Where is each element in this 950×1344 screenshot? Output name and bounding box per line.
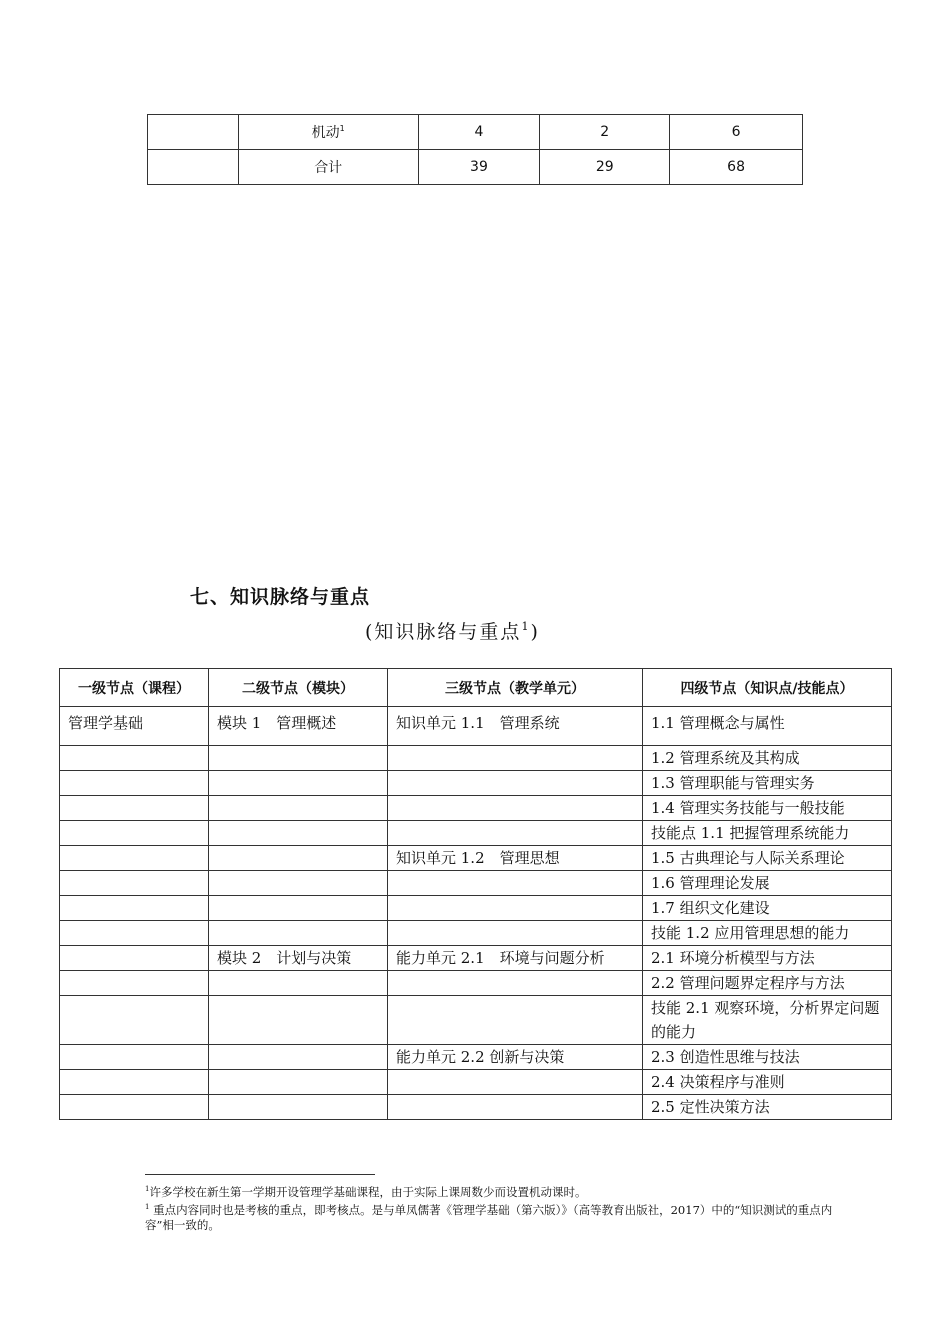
cell-knowledge-point: 1.3 管理职能与管理实务 <box>643 771 892 796</box>
table-row <box>60 796 892 821</box>
cell-course <box>60 1045 209 1070</box>
cell-module <box>209 1045 388 1070</box>
footnote-text: 许多学校在新生第一学期开设管理学基础课程，由于实际上课周数少而设置机动课时。 <box>149 1185 587 1199</box>
footnote-divider <box>145 1174 375 1175</box>
table-row <box>60 1070 892 1095</box>
table-row <box>60 1045 892 1070</box>
table-row <box>60 896 892 921</box>
section-heading: 七、知识脉络与重点 <box>190 586 371 608</box>
cell-knowledge-point: 2.1 环境分析模型与方法 <box>643 946 892 971</box>
cell-knowledge-point: 1.7 组织文化建设 <box>643 896 892 921</box>
cell-unit <box>388 796 643 821</box>
table-row <box>60 946 892 971</box>
cell-module <box>209 996 388 1045</box>
cell-unit <box>388 996 643 1045</box>
cell-module <box>209 1095 388 1120</box>
cell-knowledge-point: 2.2 管理问题界定程序与方法 <box>643 971 892 996</box>
cell-course <box>60 921 209 946</box>
hours-empty-cell <box>148 115 239 150</box>
cell-course <box>60 771 209 796</box>
cell-knowledge-point: 1.1 管理概念与属性 <box>643 707 892 746</box>
footnote <box>145 1200 835 1233</box>
table-row <box>60 746 892 771</box>
footnote-mark: 1 <box>145 1203 150 1211</box>
cell-module: 模块 1 管理概述 <box>209 707 388 746</box>
hours-value-cell: 4 <box>418 115 540 150</box>
cell-knowledge-point: 技能 2.1 观察环境，分析界定问题的能力 <box>643 996 892 1045</box>
cell-knowledge-point: 2.5 定性决策方法 <box>643 1095 892 1120</box>
cell-module <box>209 771 388 796</box>
footnote-mark: 1 <box>339 124 345 133</box>
header-level-2: 二级节点（模块） <box>209 669 388 707</box>
table-row <box>60 771 892 796</box>
footnote-mark: 1 <box>145 1185 150 1193</box>
cell-course <box>60 971 209 996</box>
cell-module: 模块 2 计划与决策 <box>209 946 388 971</box>
cell-course <box>60 871 209 896</box>
cell-knowledge-point: 1.6 管理理论发展 <box>643 871 892 896</box>
cell-module <box>209 921 388 946</box>
cell-course <box>60 846 209 871</box>
header-level-4: 四级节点（知识点/技能点） <box>643 669 892 707</box>
cell-module <box>209 896 388 921</box>
table-row <box>60 871 892 896</box>
caption-footnote-mark: 1 <box>521 620 531 633</box>
cell-module <box>209 871 388 896</box>
cell-unit: 知识单元 1.2 管理思想 <box>388 846 643 871</box>
hours-value-cell: 29 <box>540 150 670 185</box>
cell-knowledge-point: 技能 1.2 应用管理思想的能力 <box>643 921 892 946</box>
cell-course: 管理学基础 <box>60 707 209 746</box>
cell-unit: 能力单元 2.2 创新与决策 <box>388 1045 643 1070</box>
header-level-1: 一级节点（课程） <box>60 669 209 707</box>
table-row <box>60 846 892 871</box>
table-header-row <box>60 669 892 707</box>
cell-course <box>60 946 209 971</box>
table-row <box>60 921 892 946</box>
cell-unit <box>388 771 643 796</box>
cell-course <box>60 746 209 771</box>
footnote-text: 重点内容同时也是考核的重点，即考核点。是与单凤儒著《管理学基础（第六版）》（高等教育出版社，2017）中的“知识测试的重点内容”相一致的。 <box>145 1203 833 1232</box>
cell-knowledge-point: 1.4 管理实务技能与一般技能 <box>643 796 892 821</box>
cell-unit: 知识单元 1.1 管理系统 <box>388 707 643 746</box>
caption-close-paren: ) <box>530 621 540 643</box>
table-row <box>60 1095 892 1120</box>
cell-module <box>209 1070 388 1095</box>
cell-knowledge-point: 1.2 管理系统及其构成 <box>643 746 892 771</box>
cell-module <box>209 821 388 846</box>
cell-course <box>60 1070 209 1095</box>
cell-unit <box>388 1095 643 1120</box>
cell-unit <box>388 921 643 946</box>
hours-value-cell: 2 <box>540 115 670 150</box>
cell-module <box>209 971 388 996</box>
cell-module <box>209 796 388 821</box>
header-level-3: 三级节点（教学单元） <box>388 669 643 707</box>
cell-unit <box>388 871 643 896</box>
hours-table <box>147 114 803 185</box>
cell-unit <box>388 821 643 846</box>
hours-row <box>148 115 803 150</box>
cell-course <box>60 1095 209 1120</box>
hours-empty-cell <box>148 150 239 185</box>
caption-open-paren: ( <box>365 621 375 643</box>
knowledge-table <box>59 668 892 1120</box>
hours-value-cell: 68 <box>670 150 803 185</box>
cell-unit <box>388 896 643 921</box>
cell-knowledge-point: 技能点 1.1 把握管理系统能力 <box>643 821 892 846</box>
cell-unit <box>388 971 643 996</box>
hours-value-cell: 6 <box>670 115 803 150</box>
cell-course <box>60 896 209 921</box>
footnote <box>145 1182 835 1200</box>
cell-course <box>60 996 209 1045</box>
cell-unit <box>388 746 643 771</box>
hours-label-cell: 机动$^1$ <box>238 115 418 150</box>
table-row <box>60 996 892 1045</box>
footnotes <box>145 1182 835 1233</box>
cell-knowledge-point: 1.5 古典理论与人际关系理论 <box>643 846 892 871</box>
cell-course <box>60 821 209 846</box>
cell-module <box>209 746 388 771</box>
cell-unit: 能力单元 2.1 环境与问题分析 <box>388 946 643 971</box>
cell-knowledge-point: 2.4 决策程序与准则 <box>643 1070 892 1095</box>
cell-knowledge-point: 2.3 创造性思维与技法 <box>643 1045 892 1070</box>
hours-row <box>148 150 803 185</box>
cell-course <box>60 796 209 821</box>
cell-module <box>209 846 388 871</box>
cell-unit <box>388 1070 643 1095</box>
table-caption <box>365 617 540 644</box>
hours-label-cell: 合计 <box>238 150 418 185</box>
table-row <box>60 821 892 846</box>
hours-value-cell: 39 <box>418 150 540 185</box>
caption-text: 知识脉络与重点 <box>374 621 522 643</box>
table-row <box>60 707 892 746</box>
table-row <box>60 971 892 996</box>
